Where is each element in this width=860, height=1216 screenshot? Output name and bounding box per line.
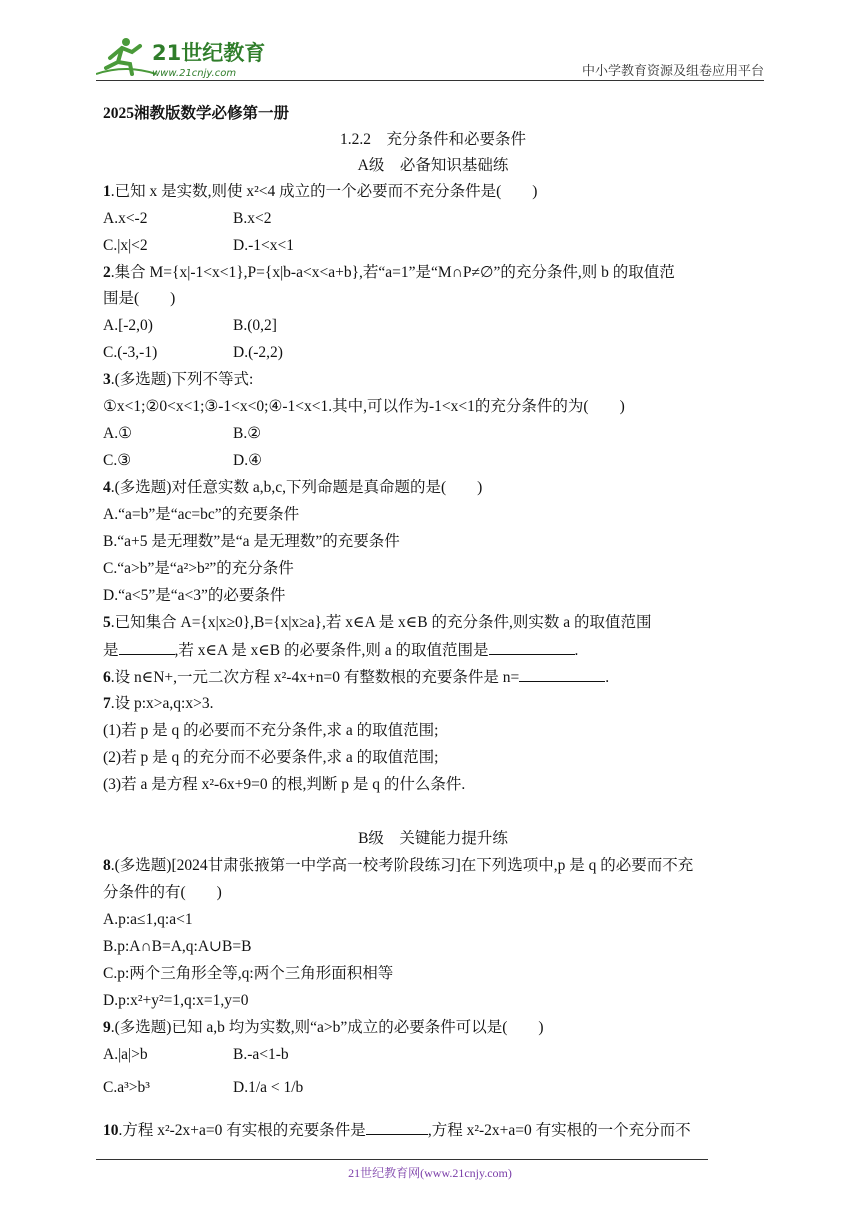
- question-stem: (多选题)[2024甘肃张掖第一中学高一校考阶段练习]在下列选项中,p 是 q 的必要而不充: [114, 857, 694, 874]
- question-stem: 集合 M={x|-1<x<1},P={x|b-a<x<a+b},若“a=1”是“M∩P≠∅”的充分条件,则 b 的取值范: [114, 264, 675, 281]
- question-stem: 设 n∈N+,一元二次方程 x²-4x+n=0 有整数根的充要条件是 n=: [114, 669, 520, 686]
- answer-blank[interactable]: [519, 667, 605, 682]
- stem-part: 是: [103, 642, 119, 659]
- question-number: 10: [103, 1122, 119, 1139]
- option-b: B.p:A∩B=A,q:A∪B=B: [103, 938, 252, 955]
- question-1: 1.已知 x 是实数,则使 x²<4 成立的一个必要而不充分条件是( ): [103, 183, 538, 200]
- question-stem-cont: 围是( ): [103, 290, 176, 307]
- question-number: 8: [103, 857, 111, 874]
- stem-part: .: [605, 669, 610, 686]
- book-title: 2025湘教版数学必修第一册: [103, 105, 290, 122]
- logo: [96, 34, 266, 80]
- option-a: A.|a|>b: [103, 1046, 148, 1063]
- question-stem-cont: ①x<1;②0<x<1;③-1<x<0;④-1<x<1.其中,可以作为-1<x<1的充分条件的为( ): [103, 398, 625, 415]
- logo-url: www.21cnjy.com: [152, 68, 237, 79]
- option-b: B.x<2: [233, 210, 272, 227]
- option-b: B.(0,2]: [233, 317, 277, 334]
- option-b: B.“a+5 是无理数”是“a 是无理数”的充要条件: [103, 533, 400, 550]
- question-stem: (多选题)对任意实数 a,b,c,下列命题是真命题的是( ): [114, 479, 483, 496]
- page-footer: 21世纪教育网(www.21cnjy.com): [348, 1166, 512, 1180]
- question-stem-cont: ,方程 x²-2x+a=0 有实根的一个充分而不: [427, 1122, 691, 1139]
- option-a: A.①: [103, 425, 132, 442]
- question-3: 3.(多选题)下列不等式:: [103, 371, 254, 388]
- question-number: 4: [103, 479, 111, 496]
- option-c: C.(-3,-1): [103, 344, 158, 361]
- sub-question-3: (3)若 a 是方程 x²-6x+9=0 的根,判断 p 是 q 的什么条件.: [103, 776, 466, 793]
- option-a: A.x<-2: [103, 210, 148, 227]
- question-10: 10.方程 x²-2x+a=0 有实根的充要条件是 ,方程 x²-2x+a=0 有实根的一个充分而不: [103, 1122, 691, 1139]
- question-2: 2.集合 M={x|-1<x<1},P={x|b-a<x<a+b},若“a=1”是“M∩P≠∅”的充分条件,则 b 的取值范: [103, 264, 675, 281]
- question-stem: 方程 x²-2x+a=0 有实根的充要条件是: [122, 1122, 366, 1139]
- option-c: C.“a>b”是“a²>b²”的充分条件: [103, 560, 294, 577]
- question-7: 7.设 p:x>a,q:x>3.: [103, 695, 214, 712]
- option-c: C.|x|<2: [103, 237, 148, 254]
- question-stem: 已知 x 是实数,则使 x²<4 成立的一个必要而不充分条件是( ): [114, 183, 538, 200]
- question-number: 3: [103, 371, 111, 388]
- section-title: 1.2.2 充分条件和必要条件: [339, 131, 526, 148]
- platform-text: 中小学教育资源及组卷应用平台: [581, 64, 764, 79]
- question-stem-cont: 分条件的有( ): [103, 884, 222, 901]
- option-d: D.-1<x<1: [233, 237, 294, 254]
- level-a-heading: A级 必备知识基础练: [357, 157, 509, 174]
- option-d: D.(-2,2): [233, 344, 283, 361]
- option-d: D.p:x²+y²=1,q:x=1,y=0: [103, 992, 249, 1009]
- question-8: 8.(多选题)[2024甘肃张掖第一中学高一校考阶段练习]在下列选项中,p 是 q 的必要而不充: [103, 857, 694, 874]
- sub-question-2: (2)若 p 是 q 的充分而不必要条件,求 a 的取值范围;: [103, 749, 439, 766]
- stem-part: ,若 x∈A 是 x∈B 的必要条件,则 a 的取值范围是: [174, 642, 489, 659]
- option-a: A.[-2,0): [103, 317, 153, 334]
- question-number: 9: [103, 1019, 111, 1036]
- question-stem: (多选题)下列不等式:: [114, 371, 254, 388]
- option-c: C.③: [103, 452, 132, 469]
- option-a: A.“a=b”是“ac=bc”的充要条件: [103, 506, 300, 523]
- level-b-heading: B级 关键能力提升练: [358, 830, 508, 847]
- option-b: B.-a<1-b: [233, 1046, 289, 1063]
- option-a: A.p:a≤1,q:a<1: [103, 911, 193, 928]
- question-number: 1: [103, 183, 111, 200]
- question-number: 2: [103, 264, 111, 281]
- question-number: 6: [103, 669, 111, 686]
- question-6: 6.设 n∈N+,一元二次方程 x²-4x+n=0 有整数根的充要条件是 n= .: [103, 669, 610, 686]
- option-c: C.p:两个三角形全等,q:两个三角形面积相等: [103, 965, 394, 982]
- question-stem: (多选题)已知 a,b 均为实数,则“a>b”成立的必要条件可以是( ): [114, 1019, 544, 1036]
- answer-blank[interactable]: [489, 640, 575, 655]
- answer-blank[interactable]: [119, 640, 175, 655]
- answer-blank[interactable]: [366, 1120, 428, 1135]
- option-d: D.“a<5”是“a<3”的必要条件: [103, 587, 286, 604]
- question-4: 4.(多选题)对任意实数 a,b,c,下列命题是真命题的是( ): [103, 479, 483, 496]
- question-stem: 已知集合 A={x|x≥0},B={x|x≥a},若 x∈A 是 x∈B 的充分条件,则实数 a 的取值范围: [114, 614, 652, 631]
- question-9: 9.(多选题)已知 a,b 均为实数,则“a>b”成立的必要条件可以是( ): [103, 1019, 544, 1036]
- option-c: C.a³>b³: [103, 1079, 150, 1096]
- stem-part: .: [574, 642, 579, 659]
- footer-rule: [96, 1159, 708, 1160]
- page-header: [96, 34, 764, 80]
- option-d: D.1/a < 1/b: [233, 1079, 304, 1096]
- option-d: D.④: [233, 452, 262, 469]
- question-number: 7: [103, 695, 111, 712]
- sub-question-1: (1)若 p 是 q 的必要而不充分条件,求 a 的取值范围;: [103, 722, 439, 739]
- header-rule: [96, 80, 764, 81]
- question-5: 5.已知集合 A={x|x≥0},B={x|x≥a},若 x∈A 是 x∈B 的充分条件,则实数 a 的取值范围: [103, 614, 652, 631]
- question-stem: 设 p:x>a,q:x>3.: [114, 695, 214, 712]
- logo-text: 21世纪教育: [152, 41, 266, 65]
- option-b: B.②: [233, 425, 262, 442]
- question-number: 5: [103, 614, 111, 631]
- question-stem-cont: [103, 640, 578, 661]
